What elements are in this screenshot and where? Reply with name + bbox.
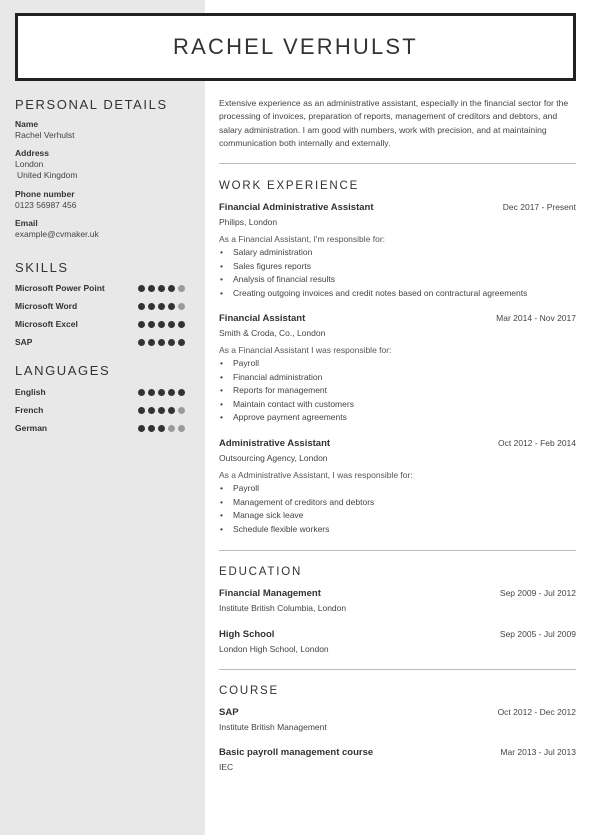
skill-label: SAP — [15, 337, 33, 347]
rating-dot-filled — [138, 285, 145, 292]
personal-field-email — [15, 218, 185, 240]
language-label: French — [15, 405, 44, 415]
rating-dot-filled — [148, 285, 155, 292]
skill-label: Microsoft Word — [15, 301, 78, 311]
course-date: Oct 2012 - Dec 2012 — [497, 707, 576, 717]
course-entry — [219, 707, 576, 732]
job-intro: As a Financial Assistant I was responsible for: — [219, 345, 392, 355]
job-date: Dec 2017 - Present — [502, 202, 576, 212]
language-row — [15, 386, 185, 398]
personal-field-name — [15, 119, 185, 141]
language-row — [15, 422, 185, 434]
job-title: Financial Assistant — [219, 313, 306, 324]
education-entry — [219, 588, 576, 613]
list-item: • Approve payment agreements — [219, 411, 576, 424]
rating-dot-filled — [138, 425, 145, 432]
work-entry — [219, 438, 576, 536]
list-item: • Creating outgoing invoices and credit notes based on contractural agreements — [219, 287, 576, 300]
rating-dot-filled — [168, 303, 175, 310]
list-item: • Financial administration — [219, 371, 576, 384]
rating-dot-filled — [158, 407, 165, 414]
work-experience-section — [219, 180, 576, 192]
rating-dot-filled — [148, 303, 155, 310]
job-intro: As a Administrative Assistant, I was responsible for: — [219, 470, 413, 480]
skill-row — [15, 282, 185, 294]
rating-dot-filled — [168, 285, 175, 292]
course-title: Basic payroll management course — [219, 747, 374, 758]
summary-text: Extensive experience as an administrative assistant, especially in the financial sector for the processing of invoices, preparation of reports, management of creditors and debtors, and salary administration. I am good with numbers, work with precision, and at maintaining communication both internally and externally. — [219, 98, 569, 149]
field-value: Rachel Verhulst — [15, 130, 75, 140]
course-institution: Institute British Management — [219, 722, 327, 732]
list-item: • Management of creditors and debtors — [219, 496, 576, 509]
job-intro: As a Financial Assistant, I'm responsible for: — [219, 234, 386, 244]
rating-dot-filled — [178, 339, 185, 346]
rating-dot-filled — [148, 389, 155, 396]
job-employer: Outsourcing Agency, London — [219, 453, 328, 463]
rating-dot-empty — [178, 425, 185, 432]
section-divider — [219, 550, 576, 551]
field-label: Name — [15, 119, 39, 129]
skills-heading: SKILLS — [15, 260, 69, 275]
rating-dot-filled — [148, 407, 155, 414]
education-section — [219, 566, 576, 578]
list-item: • Reports for management — [219, 384, 576, 397]
education-title: Financial Management — [219, 588, 321, 599]
course-section — [219, 685, 576, 697]
rating-dot-filled — [148, 321, 155, 328]
course-heading: COURSE — [219, 685, 280, 697]
language-rating — [138, 407, 185, 414]
work-entry — [219, 313, 576, 424]
rating-dot-filled — [168, 407, 175, 414]
skill-row — [15, 336, 185, 348]
language-label: English — [15, 387, 46, 397]
education-institution: London High School, London — [219, 644, 329, 654]
course-institution: IEC — [219, 762, 234, 772]
education-date: Sep 2005 - Jul 2009 — [499, 629, 576, 639]
rating-dot-filled — [168, 339, 175, 346]
field-value: example@cvmaker.uk — [15, 229, 99, 239]
job-duties — [219, 246, 576, 300]
education-entry — [219, 629, 576, 654]
skill-row — [15, 300, 185, 312]
field-label: Phone number — [15, 189, 75, 199]
field-value: 0123 56987 456 — [15, 200, 77, 210]
skills-section — [15, 260, 185, 275]
list-item: • Analysis of financial results — [219, 273, 576, 286]
skill-label: Microsoft Power Point — [15, 283, 105, 293]
rating-dot-filled — [168, 321, 175, 328]
job-date: Mar 2014 - Nov 2017 — [496, 313, 576, 323]
summary-section — [219, 97, 576, 151]
education-date: Sep 2009 - Jul 2012 — [499, 588, 576, 598]
job-title: Financial Administrative Assistant — [219, 202, 374, 213]
language-rating — [138, 389, 185, 396]
skill-label: Microsoft Excel — [15, 319, 78, 329]
education-heading: EDUCATION — [219, 566, 303, 578]
job-duties — [219, 482, 576, 536]
section-divider — [219, 163, 576, 164]
list-item: • Manage sick leave — [219, 509, 576, 522]
rating-dot-filled — [138, 303, 145, 310]
list-item: • Salary administration — [219, 246, 576, 259]
rating-dot-empty — [178, 303, 185, 310]
education-institution: Institute British Columbia, London — [219, 603, 347, 613]
language-rating — [138, 425, 185, 432]
job-employer: Philips, London — [219, 217, 278, 227]
field-label: Email — [15, 218, 38, 228]
course-title: SAP — [219, 707, 239, 718]
field-value: London — [15, 159, 44, 169]
rating-dot-filled — [178, 389, 185, 396]
personal-details-heading: PERSONAL DETAILS — [15, 97, 168, 112]
personal-field-phone — [15, 189, 185, 211]
personal-details-section — [15, 97, 185, 112]
job-title: Administrative Assistant — [219, 438, 331, 449]
course-date: Mar 2013 - Jul 2013 — [500, 747, 576, 757]
rating-dot-filled — [148, 339, 155, 346]
rating-dot-filled — [158, 339, 165, 346]
languages-heading: LANGUAGES — [15, 363, 111, 378]
job-duties — [219, 357, 576, 424]
rating-dot-filled — [138, 407, 145, 414]
list-item: • Schedule flexible workers — [219, 523, 576, 536]
personal-field-address — [15, 148, 185, 181]
rating-dot-filled — [148, 425, 155, 432]
job-employer: Smith & Croda, Co., London — [219, 328, 326, 338]
rating-dot-empty — [178, 407, 185, 414]
language-label: German — [15, 423, 48, 433]
languages-section — [15, 363, 185, 378]
rating-dot-filled — [138, 321, 145, 328]
work-entry — [219, 202, 576, 300]
course-entry — [219, 747, 576, 772]
candidate-name: RACHEL VERHULST — [173, 34, 418, 59]
rating-dot-empty — [178, 285, 185, 292]
rating-dot-filled — [138, 339, 145, 346]
skill-rating — [138, 339, 185, 346]
work-experience-heading: WORK EXPERIENCE — [219, 180, 360, 192]
list-item: • Sales figures reports — [219, 260, 576, 273]
job-date: Oct 2012 - Feb 2014 — [498, 438, 576, 448]
list-item: • Payroll — [219, 482, 576, 495]
skill-row — [15, 318, 185, 330]
rating-dot-filled — [158, 285, 165, 292]
field-label: Address — [15, 148, 50, 158]
rating-dot-filled — [138, 389, 145, 396]
rating-dot-filled — [158, 321, 165, 328]
rating-dot-empty — [168, 425, 175, 432]
education-title: High School — [219, 629, 275, 640]
rating-dot-filled — [158, 389, 165, 396]
list-item: • Maintain contact with customers — [219, 398, 576, 411]
rating-dot-filled — [158, 303, 165, 310]
skill-rating — [138, 303, 185, 310]
list-item: • Payroll — [219, 357, 576, 370]
rating-dot-filled — [168, 389, 175, 396]
name-header — [15, 13, 576, 81]
rating-dot-filled — [158, 425, 165, 432]
language-row — [15, 404, 185, 416]
skill-rating — [138, 321, 185, 328]
skill-rating — [138, 285, 185, 292]
section-divider — [219, 669, 576, 670]
rating-dot-filled — [178, 321, 185, 328]
field-value: United Kingdom — [17, 170, 78, 180]
